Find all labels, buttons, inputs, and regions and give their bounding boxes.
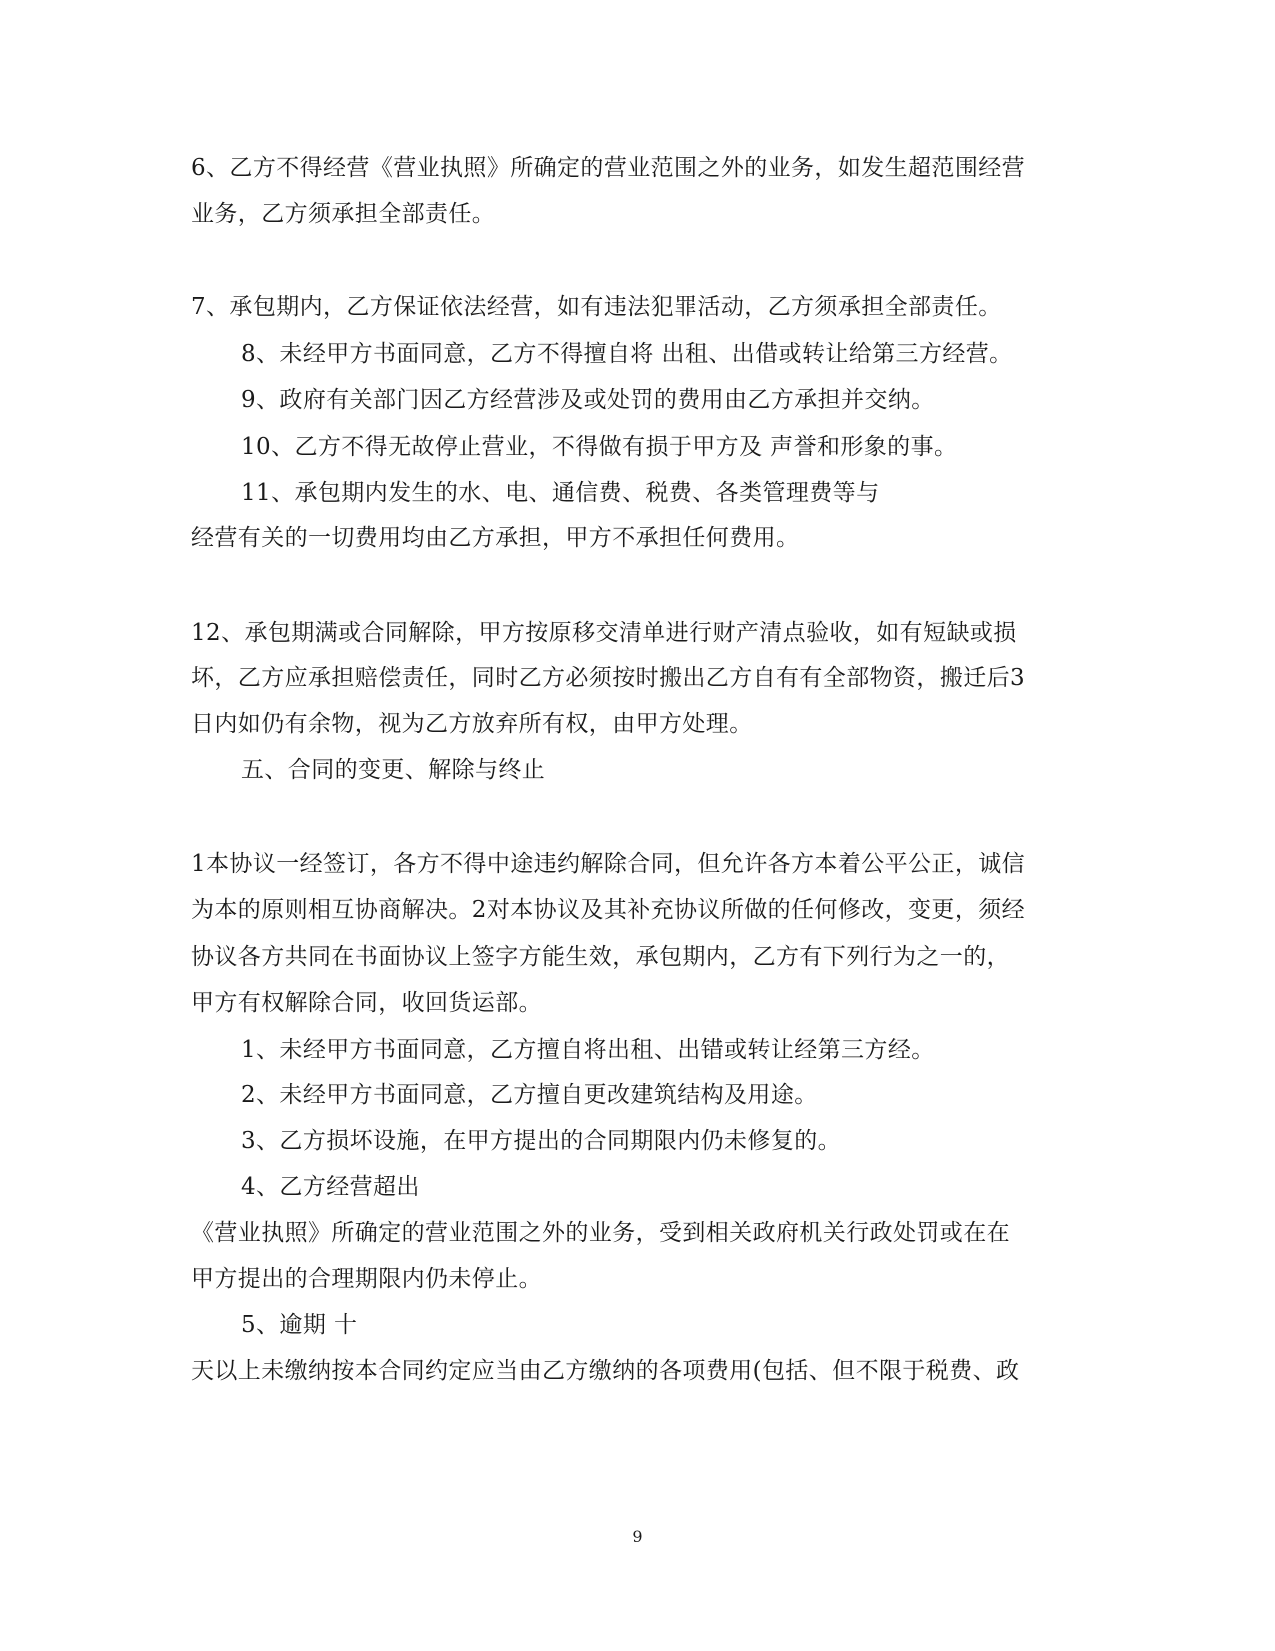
page-number: 9 [632,1527,643,1546]
section-heading: 五、合同的变更、解除与终止 [241,757,546,783]
text-line: 7、承包期内，乙方保证依法经营，如有违法犯罪活动，乙方须承担全部责任。 [191,294,1002,320]
text-line: 甲方有权解除合同，收回货运部。 [191,990,542,1016]
text-line: 2、未经甲方书面同意，乙方擅自更改建筑结构及用途。 [241,1082,818,1108]
text-line: 12、承包期满或合同解除，甲方按原移交清单进行财产清点验收，如有短缺或损 [191,620,1017,646]
text-line: 10、乙方不得无故停止营业，不得做有损于甲方及 声誉和形象的事。 [241,434,958,460]
text-line: 4、乙方经营超出 [241,1174,420,1200]
text-line: 《营业执照》所确定的营业范围之外的业务，受到相关政府机关行政处罚或在在 [191,1220,1010,1246]
text-line: 1本协议一经签订，各方不得中途违约解除合同，但允许各方本着公平公正，诚信 [191,851,1026,877]
text-line: 3、乙方损坏设施，在甲方提出的合同期限内仍未修复的。 [241,1128,842,1154]
text-line: 业务，乙方须承担全部责任。 [191,201,496,227]
text-line: 9、政府有关部门因乙方经营涉及或处罚的费用由乙方承担并交纳。 [241,387,935,413]
text-line: 甲方提出的合理期限内仍未停止。 [191,1266,542,1292]
text-line: 1、未经甲方书面同意，乙方擅自将出租、出错或转让经第三方经。 [241,1037,935,1063]
text-line: 经营有关的一切费用均由乙方承担，甲方不承担任何费用。 [191,525,800,551]
text-line: 6、乙方不得经营《营业执照》所确定的营业范围之外的业务，如发生超范围经营 [191,155,1026,181]
text-line: 为本的原则相互协商解决。2对本协议及其补充协议所做的任何修改，变更，须经 [191,897,1026,923]
text-line: 8、未经甲方书面同意，乙方不得擅自将 出租、出借或转让给第三方经营。 [241,341,1013,367]
text-line: 坏，乙方应承担赔偿责任，同时乙方必须按时搬出乙方自有有全部物资，搬迁后3 [191,665,1026,691]
text-line: 协议各方共同在书面协议上签字方能生效，承包期内，乙方有下列行为之一的， [191,944,1010,970]
text-line: 天以上未缴纳按本合同约定应当由乙方缴纳的各项费用(包括、但不限于税费、政 [191,1358,1020,1384]
text-line: 11、承包期内发生的水、电、通信费、税费、各类管理费等与 [241,480,880,506]
text-line: 日内如仍有余物，视为乙方放弃所有权，由甲方处理。 [191,711,753,737]
text-line: 5、逾期 十 [241,1312,358,1338]
